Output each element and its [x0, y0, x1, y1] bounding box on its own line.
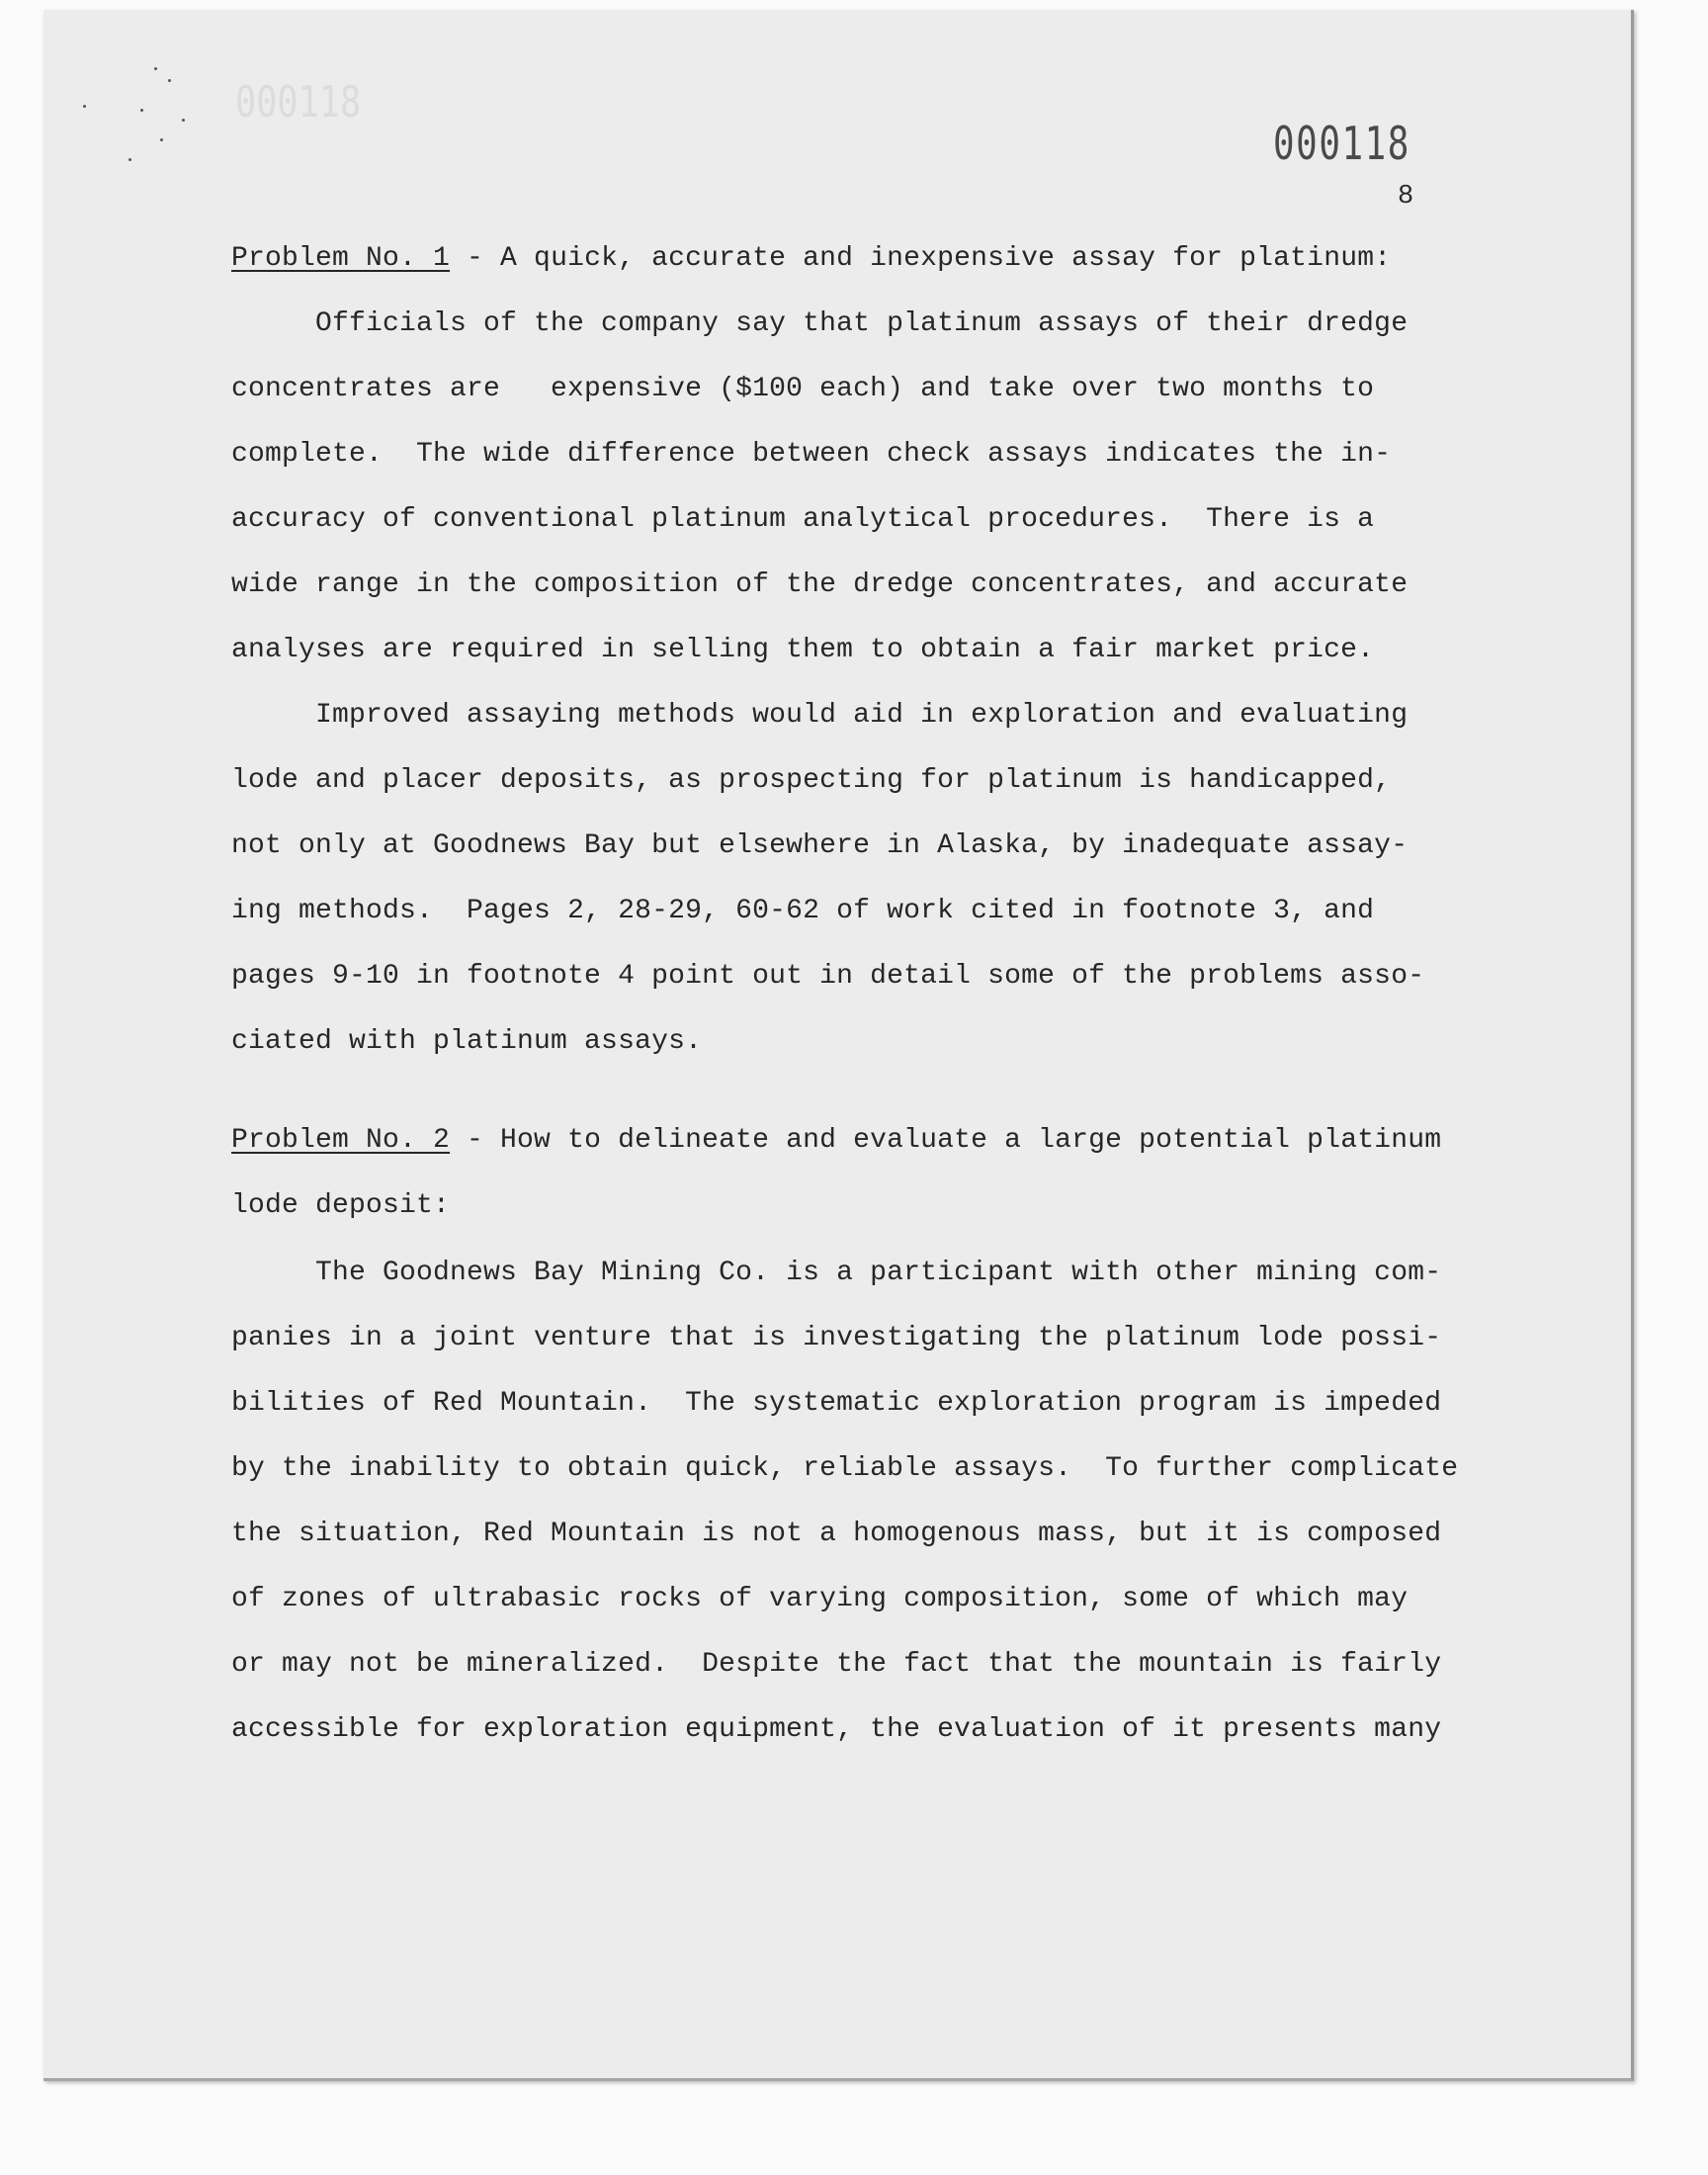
problem-2-label: Problem No. 2 — [231, 1125, 451, 1156]
document-stamp-number: 000118 — [1273, 117, 1410, 170]
paragraph-line: The Goodnews Bay Mining Co. is a participant with other mining com- — [231, 1258, 1442, 1288]
paragraph-line: concentrates are expensive ($100 each) and take over two months to — [231, 374, 1375, 404]
problem-2-heading — [231, 1125, 1441, 1156]
problem-1-label: Problem No. 1 — [231, 243, 451, 274]
scan-speck — [83, 105, 86, 108]
paragraph-line: complete. The wide difference between check assays indicates the in- — [231, 439, 1392, 470]
paragraph-line: lode and placer deposits, as prospecting for platinum is handicapped, — [231, 765, 1392, 796]
paragraph-line: analyses are required in selling them to obtain a fair market price. — [231, 635, 1375, 665]
paragraph-line: accuracy of conventional platinum analytical procedures. There is a — [231, 504, 1375, 535]
scan-speck — [168, 79, 171, 82]
paragraph-line: pages 9-10 in footnote 4 point out in detail some of the problems asso- — [231, 961, 1425, 992]
paragraph-line: ciated with platinum assays. — [231, 1026, 703, 1057]
paragraph-line: bilities of Red Mountain. The systematic exploration program is impeded — [231, 1388, 1442, 1419]
paragraph-line: by the inability to obtain quick, reliable assays. To further complicate — [231, 1453, 1459, 1484]
paragraph-line: not only at Goodnews Bay but elsewhere in Alaska, by inadequate assay- — [231, 830, 1409, 861]
bleed-through-stamp: 000118 — [235, 77, 362, 128]
problem-2-heading-continued: lode deposit: — [231, 1190, 451, 1221]
scan-speck — [128, 158, 131, 161]
problem-1-heading — [231, 243, 1391, 274]
paragraph-line: Improved assaying methods would aid in exploration and evaluating — [231, 700, 1409, 731]
paragraph-line: ing methods. Pages 2, 28-29, 60-62 of work cited in footnote 3, and — [231, 896, 1375, 926]
scan-speck — [140, 109, 143, 112]
paragraph-line: Officials of the company say that platinum assays of their dredge — [231, 308, 1409, 339]
paragraph-line: wide range in the composition of the dredge concentrates, and accurate — [231, 569, 1409, 600]
scan-speck — [182, 119, 185, 122]
paragraph-line: of zones of ultrabasic rocks of varying composition, some of which may — [231, 1584, 1409, 1614]
scan-speck — [160, 138, 163, 141]
page-number: 8 — [1398, 182, 1414, 212]
problem-1-title: - A quick, accurate and inexpensive assay for platinum: — [450, 243, 1392, 274]
paragraph-line: panies in a joint venture that is investigating the platinum lode possi- — [231, 1323, 1442, 1353]
problem-2-title: - How to delineate and evaluate a large potential platinum — [450, 1125, 1442, 1156]
scan-speck — [154, 67, 157, 70]
paragraph-line: accessible for exploration equipment, the evaluation of it presents many — [231, 1714, 1442, 1745]
paragraph-line: the situation, Red Mountain is not a homogenous mass, but it is composed — [231, 1519, 1442, 1549]
paragraph-line: or may not be mineralized. Despite the fact that the mountain is fairly — [231, 1649, 1442, 1680]
